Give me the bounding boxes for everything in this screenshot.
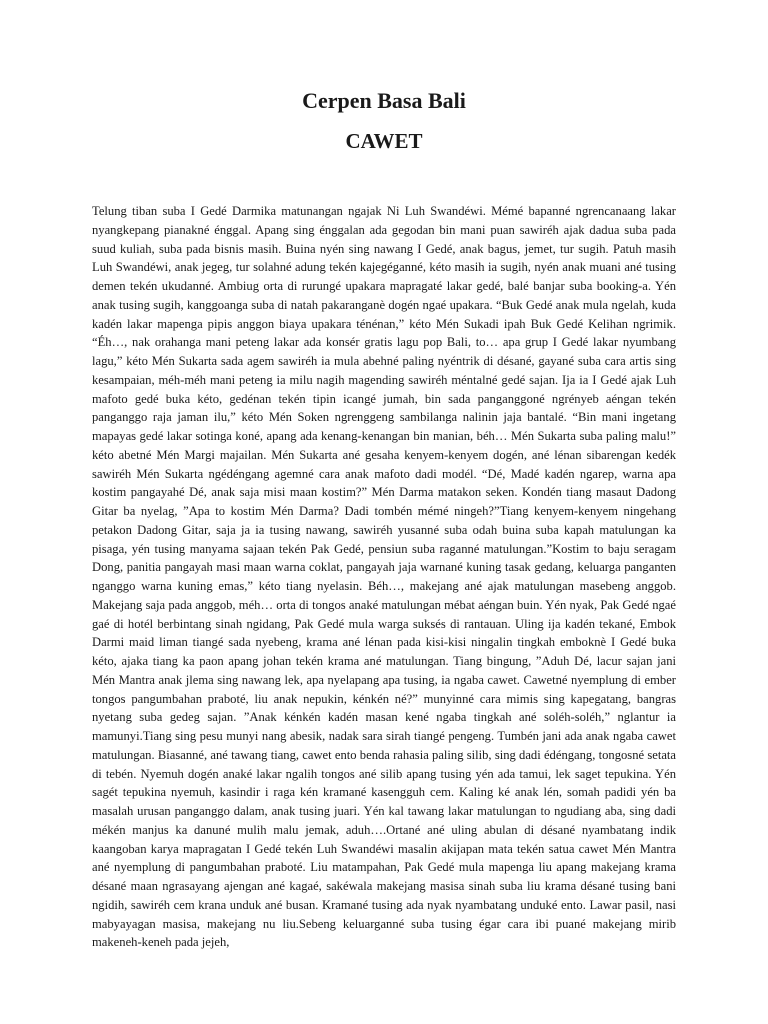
document-title: Cerpen Basa Bali (302, 88, 466, 113)
story-body-paragraph: Telung tiban suba I Gedé Darmika matunangan ngajak Ni Luh Swandéwi. Mémé bapanné ngrencanaang lakar nyangkepang pianakné énggal. Apang sing énggalan ada gegodan bin mani puan sawiréh ajak dadua suba pada suud kuliah, suba pada bisnis masih. Buina nyén sing nawang I Gedé, anak bagus, jemet, tur sugih. Patuh masih Luh Swandéwi, anak jegeg, tur solahné adung tekén kajegéganné, kéto masih ia sugih, nyén anak muani ané tusing demen tekén ukudanné. Ambiug orta di rurungé upakara mapragaté lakar gedé, balé banjar suba booking-a. Yén anak tusing sugih, kanggoanga suba di natah pakaranganè dogén ngaé upakara. “Buk Gedé anak mula ngelah, kuda kadén lakar mapenga pipis anggon biaya upakara ténénan,” kéto Mén Sukadi ipah Buk Gedé Kelihan ngrimik. “Éh…, nak orahanga mani peteng lakar ada konsér gratis lagu pop Bali, to… apa grup I Gedé lakar nyumbang lagu,” kéto Mén Sukarta sada agem sawiréh ia mula abehné paling nyéntrik di désané, gayané suba cara artis sing kesampaian, méh-méh mani peteng ia milu nagih magending sawiréh méntalné gedé sajan. Ija ia I Gedé ajak Luh mafoto gedé buka kéto, gedénan tekén tipin icangé jumah, bin sada panganggoné ngrényeb aéngan tekén panganggo raja jaman ilu,” kéto Mén Soken ngrenggeng sambilanga nalinin jaja bantalé. “Bin mani ingetang mapayas gedé lakar sotinga koné, apang ada kenang-kenangan bin manian, béh… Mén Sukarta suba paling malu!” kéto abetné Mén Margi majailan. Mén Sukarta ané gesaha kenyem-kenyem dogén, ané lénan sibarengan kedék sawiréh Mén Sukarta ngédéngang agemné cara anak mafoto dadi modél. “Dé, Madé kadén ngarep, warna apa kostim pangayahé Dé, anak saja misi maan kostim?” Mén Darma matakon seken. Kondén tiang masaut Dadong Gitar ba nyelag, ”Apa to kostim Mén Darma? Dadi tombén mémé ningeh?”Tiang kenyem-kenyem ningehang petakon Dadong Gitar, saja ja ia tusing nawang, sawiréh yusanné suba odah buina suba kapah matulungan ka pisaga, yén tusing manyama sajaan tekén Pak Gedé, pensiun suba raganné matulungan.”Kostim to baju seragam Dong, panitia pangayah masi maan warna coklat, pangayah jaja warnané kuning tasak gedang, keluarga panganten nganggo warna kuning emas,” kéto tiang nyelasin. Béh…, makejang ané ajak matulungan masebeng anggob. Makejang saja pada anggob, méh… orta di tongos anaké matulungan mébat aéngan buin. Yén nyak, Pak Gedé ngaé gaé di hotél berbintang sinah ngidang, Pak Gedé mula warga suksés di rantauan. Uling ija kadén tekané, Embok Darmi maid liman tiangé sada nyebeng, krama ané lénan pada kisi-kisi ningalin tingkah emboknè I Gedé buka kéto, ajaka tiang ka paon apang johan tekén krama ané matulungan. Tiang bingung, ”Aduh Dé, lacur sajan jani Mén Mantra anak jlema sing nawang lek, apa nyelapang apa tusing, ia ngaba cawet. Cawetné nyemplung di ember tongos pangumbahan praboté, liu anak nepukin, kénkén né?” munyinné cara mimis sing kapegatang, bangras nyetang suba gedeg sajan. ”Anak kénkén kadén masan kené ngaba tingkah ané soléh-soléh,” nglantur ia mamunyi.Tiang sing pesu munyi nang abesik, nadak sara sirah tiangé pengeng. Tumbén jani ada anak ngaba cawet matulungan. Biasanné, ané tawang tiang, cawet ento benda rahasia paling silib, sing dadi édéngang, tongosné setata di tebén. Nyemuh dogén anaké lakar ngalih tongos ané silib apang tusing yén ada tamui, lek saget tepukina. Yén sagét tepukina nyemuh, kasindir i raga kén kramané kasengguh cem. Kaling ké anak lén, somah padidi yén ba masalah urusan panganggo dalam, anak tusing juari. Yén kal tawang lakar matulungan to ngudiang aba, sing dadi mékén manjus ka danuné mulih malu jemak, aduh….Ortané ané uling abulan di désané nyambatang indik kaangoban karya mapragatan I Gedé tekén Luh Swandéwi masalin akijapan mata tekén satua cawet Mén Mantra ané nyemplung di pangumbahan praboté. Liu matampahan, Pak Gedé mula mapenga liu apang makejang krama désané maan ngrasayang ajengan ané kagaé, sakéwala makejang masisa sinah suba liu krama désané tusing bani ngidih, sawiréh cem krana unduk ané busan. Kramané tusing ada nyak nyambatang unduké ento. Lawar pasil, nasi mabyayagan masisa, makejang nu liu.Sebeng keluarganné suba tusing égar cara ibi puané makejang mirib makeneh-keneh pada jejeh, (92, 204, 676, 950)
story-title: CAWET (345, 129, 423, 153)
